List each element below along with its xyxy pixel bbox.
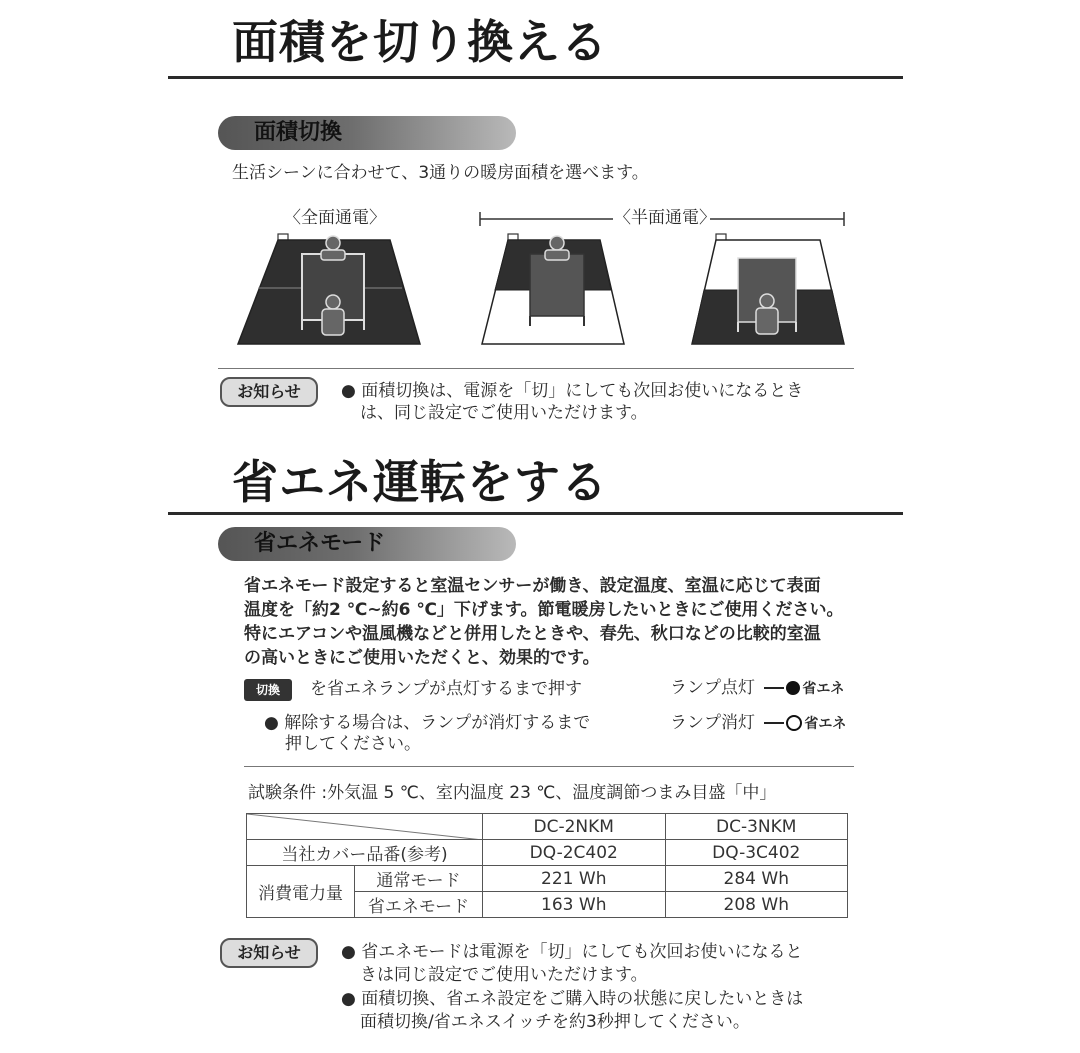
lamp-unlit-icon [786, 715, 802, 731]
title-rule [168, 76, 903, 79]
label-half-power: 〈半面通電〉 [614, 208, 716, 228]
eco-para-line2: 温度を「約2 ℃~約6 ℃」下げます。節電暖房したいときにご使用ください。 [244, 600, 844, 620]
label-full-power: 〈全面通電〉 [284, 208, 386, 228]
cover-cell: DQ-3C402 [665, 840, 848, 866]
area-switch-pill: 面積切換 [218, 116, 516, 150]
value-cell: 221 Wh [483, 866, 666, 892]
table-row [247, 840, 848, 866]
eco-para-line4: の高いときにご使用いただくと、効果的です。 [244, 648, 600, 668]
switch-key-button: 切換 [244, 679, 292, 701]
lamp-off-name: 省エネ [804, 716, 847, 732]
normal-mode-label-cell: 通常モード [355, 866, 483, 892]
title-rule-2 [168, 512, 903, 515]
eco-para-line1: 省エネモード設定すると室温センサーが働き、設定温度、室温に応じて表面 [244, 576, 821, 596]
model-header: DC-3NKM [665, 814, 848, 840]
lamp-on-name: 省エネ [802, 681, 845, 697]
divider-2 [244, 766, 854, 767]
lamp-off-label: ランプ消灯 [670, 713, 755, 733]
power-consumption-table [246, 813, 848, 918]
cover-label-cell: 当社カバー品番(参考) [247, 840, 483, 866]
eco-mode-pill: 省エネモード [218, 527, 516, 561]
divider-1 [218, 368, 854, 369]
cancel-line1: ● 解除する場合は、ランプが消灯するまで [264, 713, 591, 733]
notice-2-line3: ● 面積切換、省エネ設定をご購入時の状態に戻したいときは [341, 989, 804, 1009]
value-cell: 208 Wh [665, 892, 848, 918]
notice-2-line1: ● 省エネモードは電源を「切」にしても次回お使いになると [341, 942, 803, 962]
eco-para-line3: 特にエアコンや温風機などと併用したときや、春先、秋口などの比較的室温 [244, 624, 821, 644]
notice-badge-2: お知らせ [220, 938, 318, 968]
lamp-on-indicator [670, 677, 844, 701]
lamp-off-indicator [670, 712, 846, 736]
cancel-line2: 押してください。 [285, 734, 421, 754]
table-row [247, 866, 848, 892]
notice-badge-1: お知らせ [220, 377, 318, 407]
press-instruction: を省エネランプが点灯するまで押す [310, 679, 582, 699]
section1-title: 面積を切り換える [232, 15, 608, 69]
value-cell: 163 Wh [483, 892, 666, 918]
cover-cell: DQ-2C402 [483, 840, 666, 866]
diagram-half-power-back [478, 228, 628, 350]
notice-2-line2: きは同じ設定でご使用いただけます。 [360, 965, 648, 985]
notice-2-line4: 面積切換/省エネスイッチを約3秒押してください。 [360, 1012, 750, 1032]
lamp-on-label: ランプ点灯 [670, 678, 755, 698]
model-header: DC-2NKM [483, 814, 666, 840]
value-cell: 284 Wh [665, 866, 848, 892]
lamp-lit-icon [786, 681, 800, 695]
diagram-half-power-front [688, 228, 848, 350]
table-row [247, 814, 848, 840]
diagram-full-power [234, 228, 424, 350]
table-corner-cell [247, 814, 483, 840]
power-label-cell: 消費電力量 [247, 866, 355, 918]
section2-title: 省エネ運転をする [232, 455, 608, 509]
test-conditions: 試験条件 :外気温 5 ℃、室内温度 23 ℃、温度調節つまみ目盛「中」 [248, 783, 777, 803]
eco-mode-label-cell: 省エネモード [355, 892, 483, 918]
notice-1-line2: は、同じ設定でご使用いただけます。 [360, 403, 648, 423]
notice-1-line1: ● 面積切換は、電源を「切」にしても次回お使いになるとき [341, 381, 804, 401]
area-switch-intro: 生活シーンに合わせて、3通りの暖房面積を選べます。 [232, 163, 649, 183]
